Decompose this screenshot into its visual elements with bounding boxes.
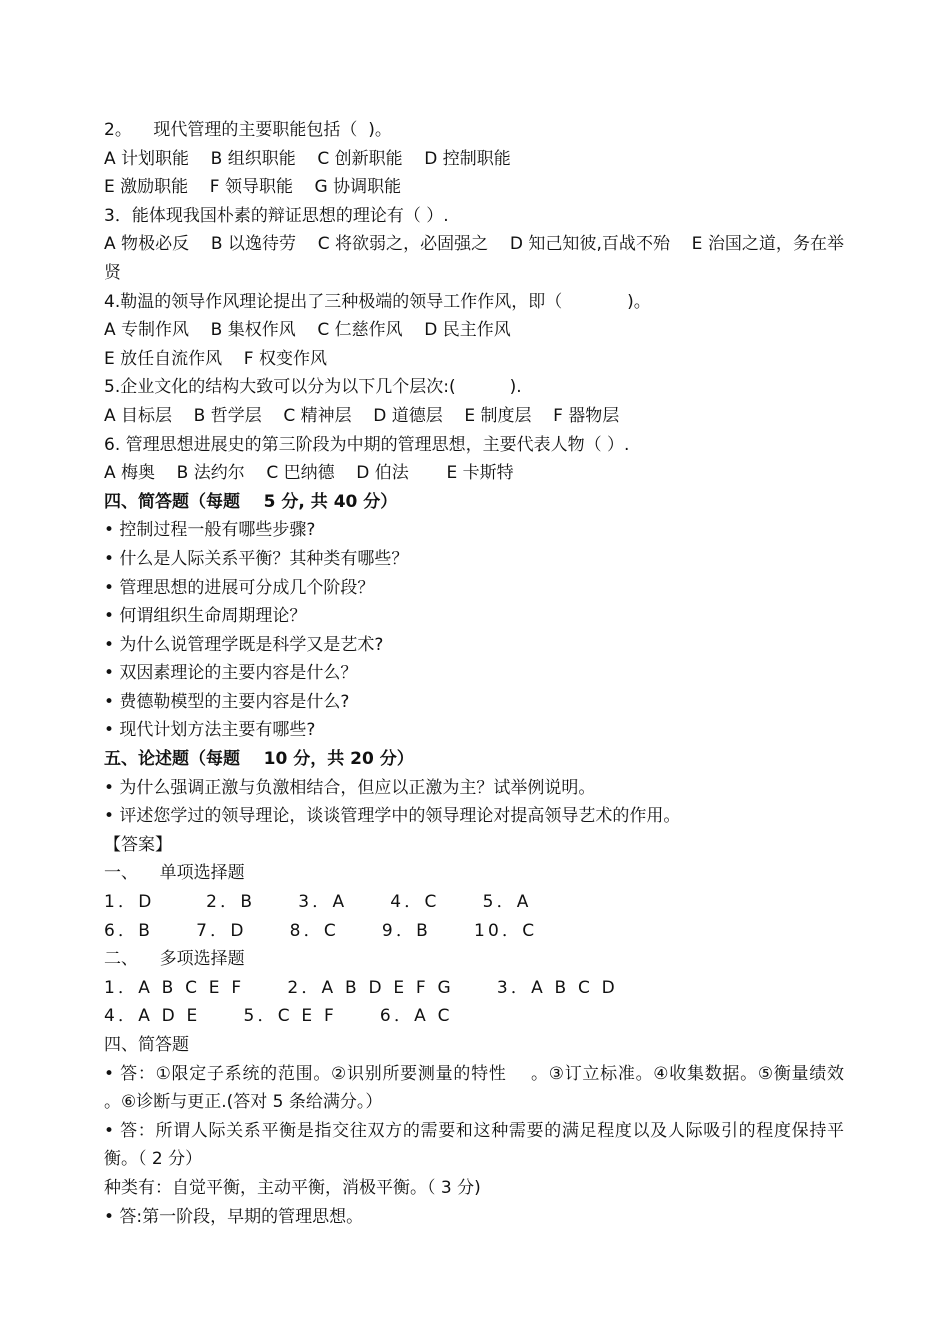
answer-paragraph: • 答：①限定子系统的范围。②识别所要测量的特性 。③订立标准。④收集数据。⑤衡量绩效 。⑥诊断与更正.(答对 5 条给满分。） [104,1063,866,1113]
question-2-options-row-2: E 激励职能 F 领导职能 G 协调职能 [104,177,402,198]
answers-multi-choice-row-1: 1．A B C E F 2．A B D E F G 3．A B C D [104,977,618,998]
answer-paragraph: 种类有：自觉平衡，主动平衡，消极平衡。（ 3 分) [104,1177,481,1198]
section-heading-short-answer: 四、简答题（每题 5 分, 共 40 分） [104,491,398,512]
question-6-options: A 梅奥 B 法约尔 C 巴纳德 D 伯法 E 卡斯特 [104,463,514,484]
list-item: • 评述您学过的领导理论，谈谈管理学中的领导理论对提高领导艺术的作用。 [104,806,681,827]
list-item: • 费德勒模型的主要内容是什么? [104,691,350,712]
question-5-text: 5.企业文化的结构大致可以分为以下几个层次:( ). [104,377,522,398]
question-4-options-row-2: E 放任自流作风 F 权变作风 [104,348,327,369]
section-heading-essay: 五、论述题（每题 10 分，共 20 分） [104,749,414,770]
list-item: • 为什么强调正激与负激相结合，但应以正激为主？试举例说明。 [104,777,596,798]
question-4-text: 4.勒温的领导作风理论提出了三种极端的领导工作作风，即（ )。 [104,291,651,312]
answers-short-answer-heading: 四、简答题 [104,1035,189,1055]
list-item: • 管理思想的进展可分成几个阶段？ [104,577,375,598]
list-item: • 控制过程一般有哪些步骤? [104,520,316,541]
answers-multi-choice-heading: 二、 多项选择题 [104,949,245,970]
answers-single-choice-row-2: 6．B 7．D 8．C 9．B 10．C [104,920,538,941]
answers-single-choice-heading: 一、 单项选择题 [104,863,245,884]
list-item: • 双因素理论的主要内容是什么？ [104,663,358,684]
list-item: • 什么是人际关系平衡？其种类有哪些？ [104,548,409,569]
question-3-options: A 物极必反 B 以逸待劳 C 将欲弱之，必固强之 D 知己知彼,百战不殆 E 治国之道，务在举贤 [104,234,844,283]
question-6-text: 6. 管理思想进展史的第三阶段为中期的管理思想，主要代表人物（ ）. [104,434,630,455]
question-2-options-row-1: A 计划职能 B 组织职能 C 创新职能 D 控制职能 [104,148,511,169]
list-item: • 何谓组织生命周期理论？ [104,606,307,627]
list-item: • 为什么说管理学既是科学又是艺术? [104,634,384,655]
answers-multi-choice-row-2: 4．A D E 5．C E F 6．A C [104,1006,453,1027]
question-3-text: 3．能体现我国朴素的辩证思想的理论有（ ）. [104,205,449,226]
answer-paragraph: • 答:第一阶段，早期的管理思想。 [104,1206,364,1227]
question-2-text: 2。 现代管理的主要职能包括（ )。 [104,120,392,140]
question-4-options-row-1: A 专制作风 B 集权作风 C 仁慈作风 D 民主作风 [104,320,511,341]
list-item: • 现代计划方法主要有哪些? [104,720,316,741]
answers-single-choice-row-1: 1．D 2．B 3．A 4．C 5．A [104,892,532,913]
answers-heading: 【答案】 [104,834,172,855]
question-5-options: A 目标层 B 哲学层 C 精神层 D 道德层 E 制度层 F 器物层 [104,405,620,426]
answer-paragraph: • 答：所谓人际关系平衡是指交往双方的需要和这种需要的满足程度以及人际吸引的程度保持平衡。（ 2 分） [104,1120,844,1170]
document-page [104,116,866,1231]
